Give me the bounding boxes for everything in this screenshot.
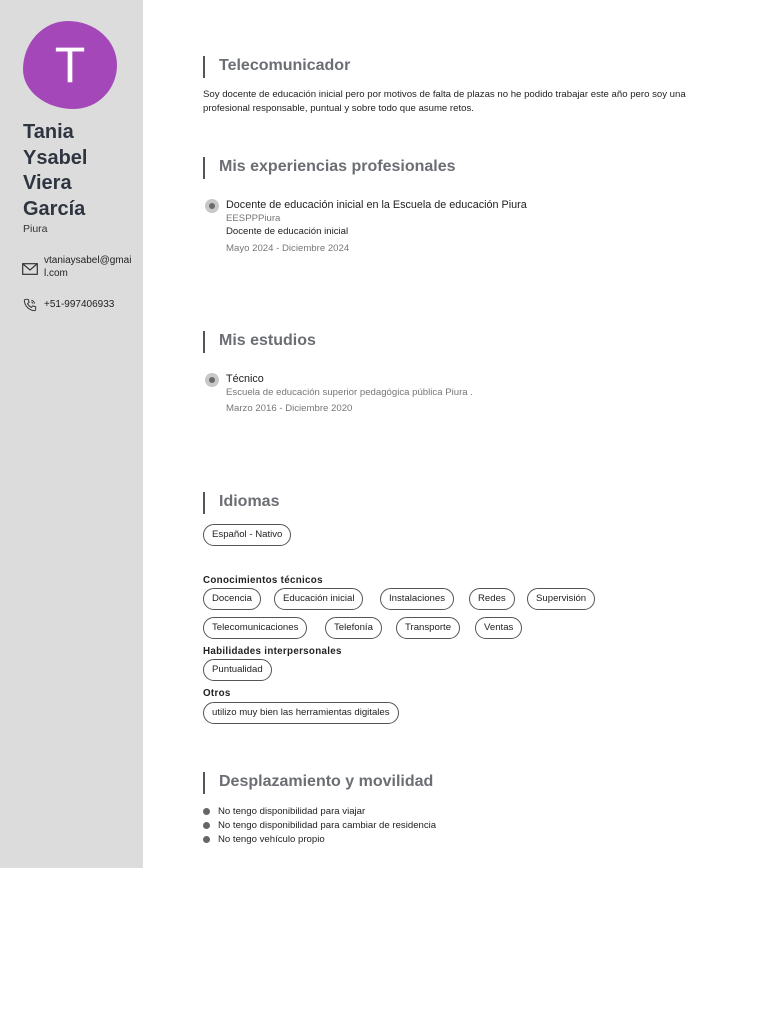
phone-icon	[22, 298, 38, 312]
skill-chip: Instalaciones	[380, 588, 454, 610]
experience-role: Docente de educación inicial	[226, 226, 349, 237]
name-line: Viera	[23, 172, 72, 194]
education-dates: Marzo 2016 - Diciembre 2020	[226, 403, 353, 414]
list-item: No tengo disponibilidad para cambiar de residencia	[203, 819, 436, 833]
list-item: No tengo vehículo propio	[203, 833, 436, 847]
profile-summary: Soy docente de educación inicial pero por motivos de falta de plazas no he podido trabajar este año pero soy una profesional responsable, puntual y sobre todo que asume retos.	[203, 89, 686, 114]
language-chip: Español - Nativo	[203, 524, 291, 546]
interpersonal-skills-label: Habilidades interpersonales	[203, 646, 342, 657]
skill-chip: utilizo muy bien las herramientas digitales	[203, 702, 399, 724]
skill-chip: Supervisión	[527, 588, 595, 610]
mobility-title: Desplazamiento y movilidad	[203, 772, 433, 794]
profile-title: Telecomunicador	[203, 56, 350, 78]
experience-company: EESPPPiura	[226, 213, 281, 224]
education-school: Escuela de educación superior pedagógica pública Piura .	[226, 387, 473, 398]
name-line: García	[23, 197, 86, 220]
timeline-dot-icon	[205, 373, 219, 387]
skill-chip: Docencia	[203, 588, 261, 610]
education-degree: Técnico	[226, 373, 264, 385]
other-skills-label: Otros	[203, 688, 231, 699]
languages-title: Idiomas	[203, 492, 279, 514]
skill-chip: Educación inicial	[274, 588, 363, 610]
avatar	[23, 21, 117, 109]
name-line: Ysabel	[23, 146, 88, 169]
skill-chip: Telecomunicaciones	[203, 617, 307, 639]
sidebar	[0, 0, 143, 868]
skill-chip: Telefonía	[325, 617, 382, 639]
list-item: No tengo disponibilidad para viajar	[203, 805, 436, 819]
city: Piura	[23, 223, 48, 235]
email-text[interactable]: vtaniaysabel@gmail.com	[44, 255, 132, 279]
skill-chip: Redes	[469, 588, 515, 610]
experience-dates: Mayo 2024 - Diciembre 2024	[226, 243, 350, 254]
timeline-dot-icon	[205, 199, 219, 213]
mobility-list	[203, 805, 436, 846]
experience-heading: Docente de educación inicial en la Escuela de educación Piura	[226, 199, 527, 211]
skill-chip: Puntualidad	[203, 659, 272, 681]
mail-icon	[22, 262, 38, 276]
education-title: Mis estudios	[203, 331, 316, 353]
candidate-name	[23, 120, 133, 222]
avatar-initial: T	[54, 37, 86, 93]
experience-title: Mis experiencias profesionales	[203, 157, 456, 179]
skill-chip: Ventas	[475, 617, 522, 639]
skill-chip: Transporte	[396, 617, 460, 639]
technical-skills-label: Conocimientos técnicos	[203, 575, 323, 586]
phone-text[interactable]: +51-997406933	[44, 299, 115, 310]
phone-contact[interactable]	[22, 298, 136, 312]
email-contact[interactable]	[22, 254, 136, 280]
name-line: Tania	[23, 121, 74, 143]
